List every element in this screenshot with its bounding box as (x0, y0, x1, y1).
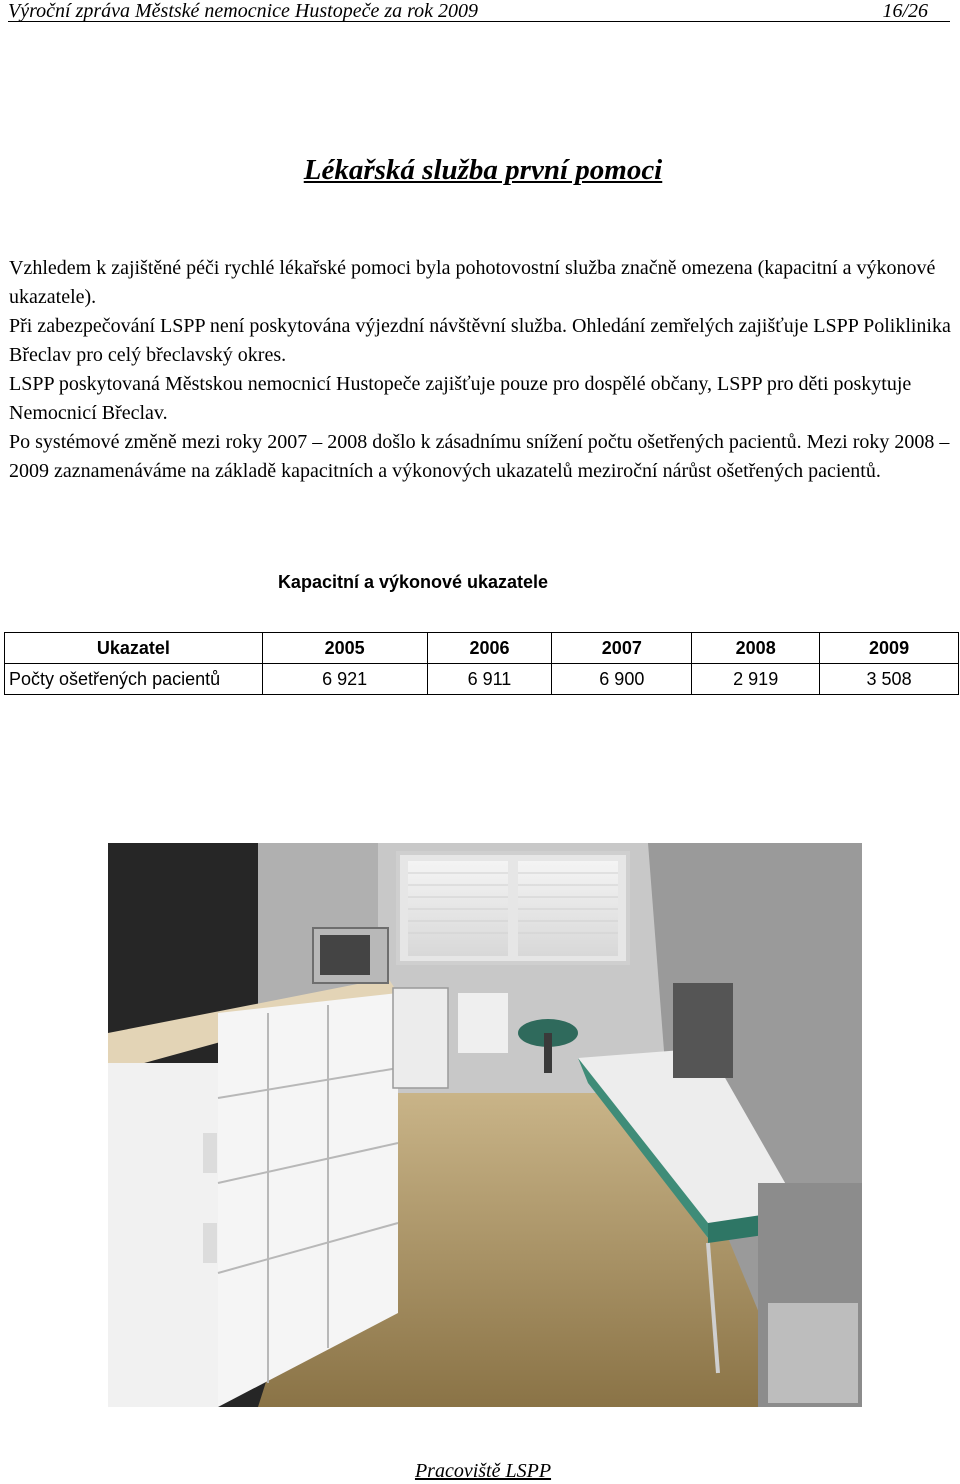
table-title: Kapacitní a výkonové ukazatele (277, 572, 549, 592)
indicators-table (4, 632, 959, 695)
document-title: Výroční zpráva Městské nemocnice Hustopeče za rok 2009 (8, 0, 479, 22)
section-title: Lékařská služba první pomoci (303, 154, 663, 186)
header-cell-2006: 2006 (427, 633, 552, 664)
header-cell-2009: 2009 (820, 633, 959, 664)
value-2007: 6 900 (552, 664, 692, 695)
header-cell-2007: 2007 (552, 633, 692, 664)
header-cell-2005: 2005 (262, 633, 427, 664)
value-2009: 3 508 (820, 664, 959, 695)
header-cell-2008: 2008 (692, 633, 820, 664)
paragraph-2: Při zabezpečování LSPP není poskytována výjezdní návštěvní služba. Ohledání zemřelých zajišťuje LSPP Poliklinika Břeclav pro celý břeclavský okres. (9, 315, 951, 366)
table-header-row (5, 633, 959, 664)
header-cell-indicator: Ukazatel (5, 633, 263, 664)
table-row (5, 664, 959, 695)
clinic-room-photo (108, 843, 862, 1407)
value-2006: 6 911 (427, 664, 552, 695)
paragraph-3: LSPP poskytovaná Městskou nemocnicí Hustopeče zajišťuje pouze pro dospělé občany, LSPP pro děti poskytuje Nemocnicí Břeclav. (9, 373, 912, 424)
value-2005: 6 921 (262, 664, 427, 695)
page-number: 16/26 (882, 0, 928, 22)
row-label: Počty ošetřených pacientů (5, 664, 263, 695)
photo-caption: Pracoviště LSPP (414, 1460, 552, 1482)
value-2008: 2 919 (692, 664, 820, 695)
body-text (9, 254, 959, 486)
paragraph-1: Vzhledem k zajištěné péči rychlé lékařské pomoci byla pohotovostní služba značně omezena (kapacitní a výkonové ukazatele). (9, 257, 936, 308)
page-header (8, 0, 950, 22)
paragraph-4: Po systémové změně mezi roky 2007 – 2008 došlo k zásadnímu snížení počtu ošetřených pacientů. Mezi roky 2008 – 2009 zaznamenáváme na základě kapacitních a výkonových ukazatelů meziroční nárůst ošetřených pacientů. (9, 431, 950, 482)
